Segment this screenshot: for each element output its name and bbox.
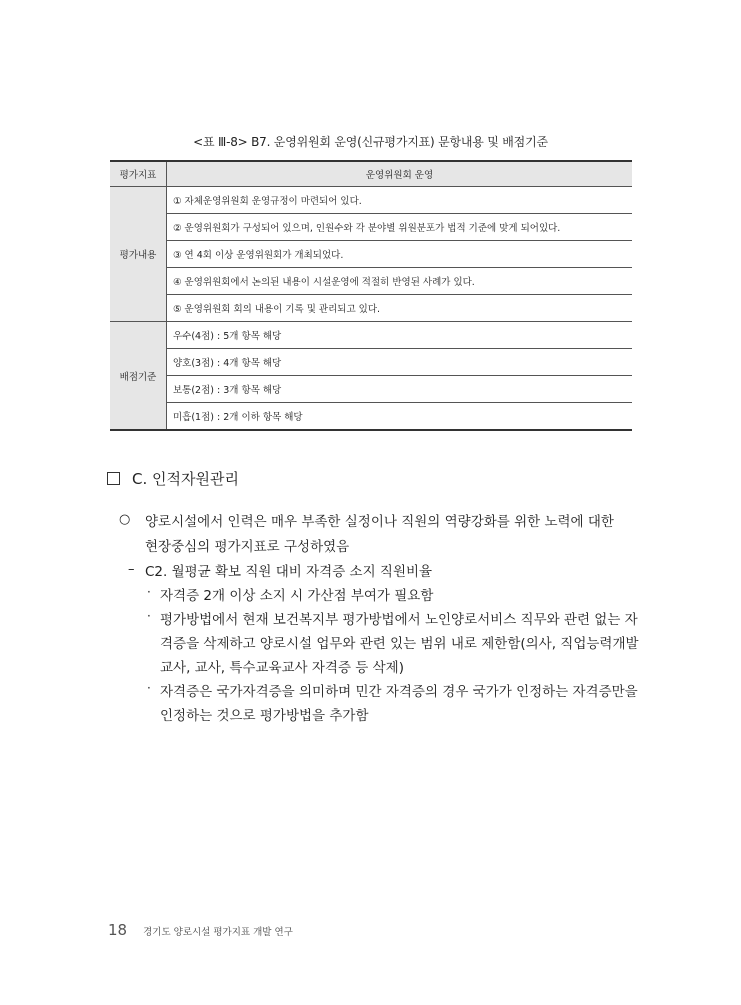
table-row	[110, 376, 632, 403]
circle-bullet-icon: ○	[119, 512, 131, 527]
dash-bullet-icon: –	[128, 562, 135, 577]
checkbox-icon	[107, 472, 120, 485]
table-row	[110, 322, 632, 349]
dot-bullet-icon: ·	[147, 681, 151, 695]
point-line: 자격증 2개 이상 소지 시 가산점 부여가 필요함	[160, 588, 434, 604]
table-header-row	[110, 161, 632, 187]
content-label: 평가내용	[110, 187, 167, 322]
dot-bullet-icon: ·	[147, 585, 151, 599]
table-row	[110, 295, 632, 322]
score-label: 배점기준	[110, 322, 167, 431]
score-item-3: 보통(2점) : 3개 항목 해당	[167, 376, 633, 403]
table-row	[110, 241, 632, 268]
page-number: 18	[108, 921, 128, 939]
table-row	[110, 268, 632, 295]
content-item-3: ③ 연 4회 이상 운영위원회가 개최되었다.	[167, 241, 633, 268]
header-indicator: 평가지표	[110, 161, 167, 187]
section-heading	[107, 468, 239, 489]
score-item-1: 우수(4점) : 5개 항목 해당	[167, 322, 633, 349]
sub-item-title: C2. 월평균 확보 직원 대비 자격증 소지 직원비율	[145, 564, 433, 580]
content-item-5: ⑤ 운영위원회 회의 내용이 기록 및 관리되고 있다.	[167, 295, 633, 322]
footer-text: 경기도 양로시설 평가지표 개발 연구	[143, 927, 293, 938]
table-row	[110, 349, 632, 376]
point-line: 평가방법에서 현재 보건복지부 평가방법에서 노인양로서비스 직무와 관련 없는 자	[160, 612, 638, 628]
paragraph-line: 현장중심의 평가지표로 구성하였음	[145, 539, 350, 555]
point-line: 자격증은 국가자격증을 의미하며 민간 자격증의 경우 국가가 인정하는 자격증만을	[160, 684, 638, 700]
paragraph-line: 양로시설에서 인력은 매우 부족한 실정이나 직원의 역량강화를 위한 노력에 대한	[145, 514, 614, 530]
point-line: 교사, 교사, 특수교육교사 자격증 등 삭제)	[160, 660, 404, 676]
content-item-1: ① 자체운영위원회 운영규정이 마련되어 있다.	[167, 187, 633, 214]
dot-bullet-icon: ·	[147, 609, 151, 623]
page-footer	[108, 921, 293, 939]
table-row	[110, 187, 632, 214]
header-title: 운영위원회 운영	[167, 161, 633, 187]
evaluation-table	[110, 160, 632, 431]
table-row	[110, 214, 632, 241]
content-item-4: ④ 운영위원회에서 논의된 내용이 시설운영에 적절히 반영된 사례가 있다.	[167, 268, 633, 295]
score-item-4: 미흡(1점) : 2개 이하 항목 해당	[167, 403, 633, 431]
section-title: C. 인적자원관리	[132, 470, 239, 488]
table-row	[110, 403, 632, 431]
content-item-2: ② 운영위원회가 구성되어 있으며, 인원수와 각 분야별 위원분포가 법적 기준에 맞게 되어있다.	[167, 214, 633, 241]
score-item-2: 양호(3점) : 4개 항목 해당	[167, 349, 633, 376]
table-caption: <표 Ⅲ-8> B7. 운영위원회 운영(신규평가지표) 문항내용 및 배점기준	[193, 135, 548, 149]
point-line: 격증을 삭제하고 양로시설 업무와 관련 있는 범위 내로 제한함(의사, 직업능력개발	[160, 636, 639, 652]
point-line: 인정하는 것으로 평가방법을 추가함	[160, 708, 369, 724]
